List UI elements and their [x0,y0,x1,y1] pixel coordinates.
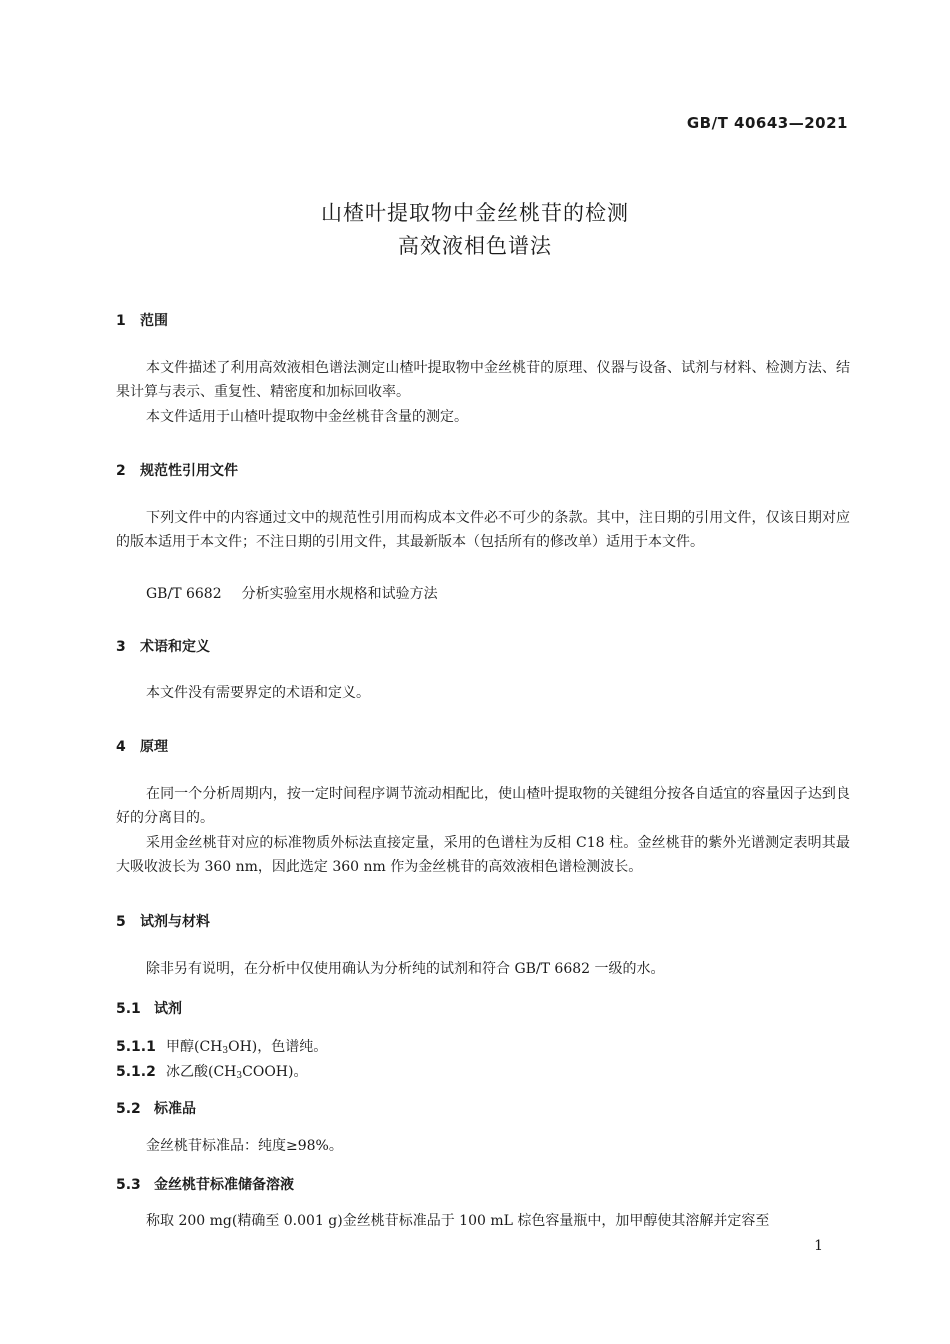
section-3-paragraph-1: 本文件没有需要界定的术语和定义。 [146,685,370,701]
section-1-heading [116,310,168,330]
clause-5-1-1 [116,1035,327,1063]
section-4-paragraph-2: 采用金丝桃苷对应的标准物质外标法直接定量，采用的色谱柱为反相 C18 柱。金丝桃苷的紫外光谱测定表明其最大吸收波长为 360 nm，因此选定 360 nm 作为金丝桃苷的高效液相色谱检测波长。 [116,835,850,875]
section-5-paragraph-1: 除非另有说明，在分析中仅使用确认为分析纯的试剂和符合 GB/T 6682 一级的水。 [146,961,665,977]
section-title: 试剂 [154,1001,182,1017]
section-title: 标准品 [154,1101,196,1117]
section-2-paragraph-1: 下列文件中的内容通过文中的规范性引用而构成本文件必不可少的条款。其中，注日期的引用文件，仅该日期对应的版本适用于本文件；不注日期的引用文件，其最新版本（包括所有的修改单）适用于本文件。 [116,510,850,550]
clause-text-post: COOH)。 [242,1064,308,1080]
normative-reference [146,583,438,603]
section-4-heading [116,736,168,756]
clause-text-pre: 甲醇(CH [166,1039,223,1055]
section-number: 2 [116,463,126,479]
section-4-paragraph-1: 在同一个分析周期内，按一定时间程序调节流动相配比，使山楂叶提取物的关键组分按各自适宜的容量因子达到良好的分离目的。 [116,786,850,826]
section-number: 5.3 [116,1177,141,1193]
section-5-2-paragraph: 金丝桃苷标准品：纯度≥98%。 [146,1138,343,1154]
standard-code: GB/T 40643—2021 [686,114,848,132]
section-5-3-heading [116,1174,294,1194]
section-1-paragraph-2: 本文件适用于山楂叶提取物中金丝桃苷含量的测定。 [146,409,468,425]
section-number: 5.1 [116,1001,141,1017]
section-number: 1 [116,313,126,329]
section-3-heading [116,636,210,656]
clause-text-post: OH)，色谱纯。 [228,1039,328,1055]
clause-number: 5.1.2 [116,1064,156,1080]
section-title: 规范性引用文件 [140,463,238,479]
section-5-1-heading [116,998,182,1018]
section-5-2-heading [116,1098,196,1118]
section-number: 3 [116,639,126,655]
section-number: 5.2 [116,1101,141,1117]
section-title: 术语和定义 [140,639,210,655]
clause-text-pre: 冰乙酸(CH [166,1064,237,1080]
subscript: 3 [236,1071,243,1081]
reference-title: 分析实验室用水规格和试验方法 [241,586,438,602]
section-title: 原理 [140,739,168,755]
clause-number: 5.1.1 [116,1039,156,1055]
section-number: 5 [116,914,126,930]
section-1-paragraph-1: 本文件描述了利用高效液相色谱法测定山楂叶提取物中金丝桃苷的原理、仪器与设备、试剂与材料、检测方法、结果计算与表示、重复性、精密度和加标回收率。 [116,360,850,400]
section-2-heading [116,460,238,480]
document-title-line2: 高效液相色谱法 [398,234,552,258]
section-number: 4 [116,739,126,755]
section-5-3-paragraph: 称取 200 mg(精确至 0.001 g)金丝桃苷标准品于 100 mL 棕色容量瓶中，加甲醇使其溶解并定容至 [146,1213,770,1229]
reference-code: GB/T 6682 [146,586,222,602]
section-5-heading [116,911,210,931]
subscript: 3 [222,1046,229,1056]
section-title: 试剂与材料 [140,914,210,930]
section-title: 金丝桃苷标准储备溶液 [154,1177,294,1193]
document-title-line1: 山楂叶提取物中金丝桃苷的检测 [321,201,629,225]
section-title: 范围 [140,313,168,329]
clause-5-1-2 [116,1060,307,1088]
page-number: 1 [814,1238,823,1254]
